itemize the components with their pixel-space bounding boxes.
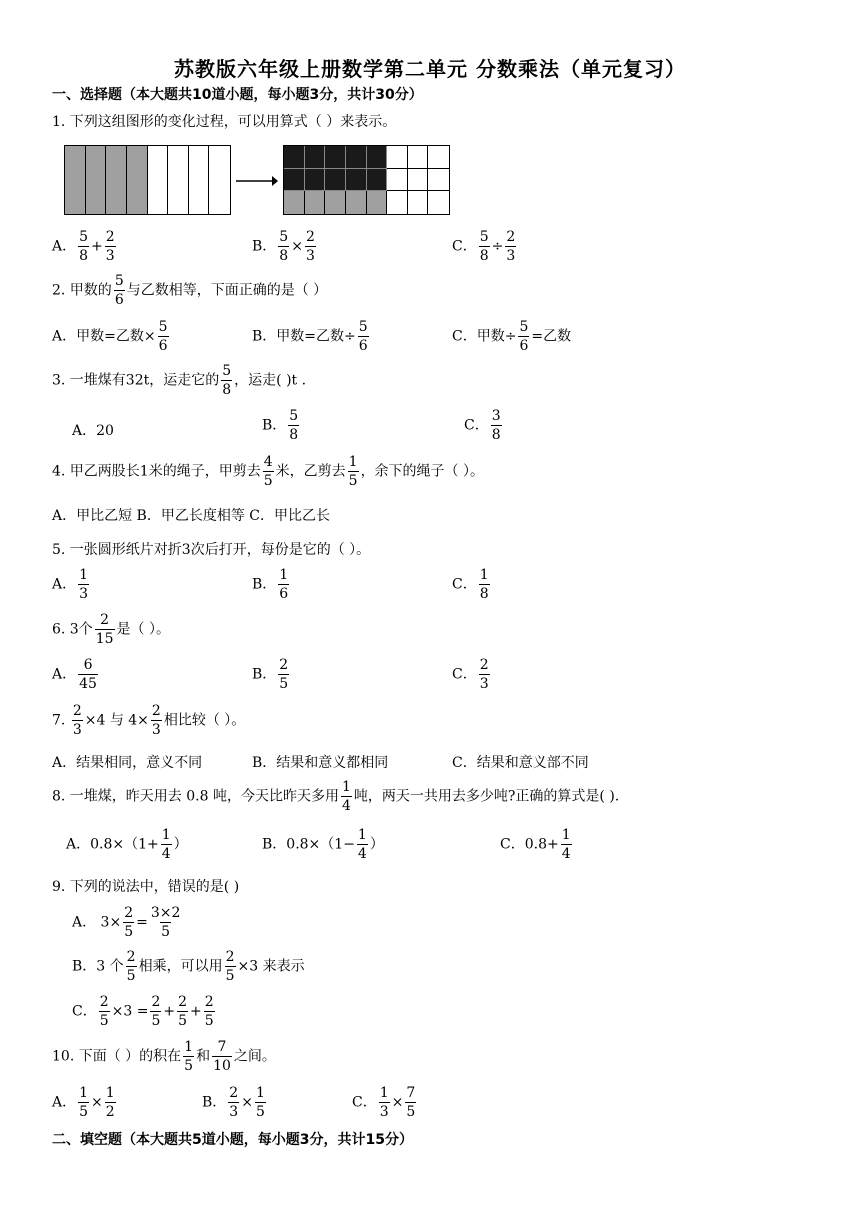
figure-bar-column xyxy=(148,146,169,214)
figure-grid-cell xyxy=(284,169,305,192)
figure-grid-after xyxy=(283,145,450,215)
fraction: $\frac{2}{3}$ xyxy=(151,703,161,738)
fraction: $\frac{1}{5}$ xyxy=(348,454,358,489)
q6-option-c[interactable]: C． $\frac{2}{3}$ xyxy=(452,657,489,692)
q10-option-c[interactable]: C． $\frac{1}{3}$ × $\frac{7}{5}$ xyxy=(352,1085,416,1120)
figure-grid-cell xyxy=(387,146,408,169)
fraction: $\frac{5}{6}$ xyxy=(519,319,529,354)
figure-grid-cell xyxy=(387,191,408,214)
q9-option-a[interactable]: A． 3× $\frac{2}{5}$ = $\frac{3\times 2}{5}$ xyxy=(72,905,181,940)
fraction: $\frac{2}{15}$ xyxy=(95,612,114,647)
q9-option-b[interactable]: B．3 个 $\frac{2}{5}$ 相乘，可以用 $\frac{2}{5}$ ×3 来表示 xyxy=(72,949,305,984)
q3-option-a[interactable]: A．20 xyxy=(72,423,114,439)
fraction: $\frac{4}{5}$ xyxy=(263,454,273,489)
figure-bar-column xyxy=(106,146,127,214)
figure-grid-cell xyxy=(305,169,326,192)
figure-bar-column xyxy=(168,146,189,214)
figure-grid-cell xyxy=(305,191,326,214)
fraction: $\frac{2}{5}$ xyxy=(204,994,214,1029)
fraction: $\frac{2}{5}$ xyxy=(225,949,235,984)
figure-grid-cell xyxy=(367,146,388,169)
question-8-stem: 8. 一堆煤，昨天用去 0.8 吨，今天比昨天多用 $\frac{1}{4}$ 吨，两天一共用去多少吨?正确的算式是( ). xyxy=(52,779,620,814)
q1-option-c[interactable] xyxy=(452,230,518,263)
figure-grid-cell xyxy=(346,146,367,169)
q2-option-a[interactable]: A．甲数=乙数× $\frac{5}{6}$ xyxy=(52,319,168,354)
q5-option-a[interactable]: A． $\frac{1}{3}$ xyxy=(52,567,89,602)
fraction: $\frac{2}{3}$ xyxy=(229,1085,239,1120)
figure-bar-column xyxy=(86,146,107,214)
figure-grid-cell xyxy=(428,169,449,192)
question-2-stem: 2. 甲数的 $\frac{5}{6}$ 与乙数相等，下面正确的是（ ） xyxy=(52,273,328,308)
fraction: $\frac{2}{3}$ xyxy=(506,229,516,264)
fraction: $\frac{1}{4}$ xyxy=(161,827,171,862)
fraction: $\frac{5}{8}$ xyxy=(79,229,89,264)
figure-grid-cell xyxy=(408,169,429,192)
figure-bar-column xyxy=(189,146,210,214)
figure-grid-cell xyxy=(367,169,388,192)
fraction: $\frac{2}{3}$ xyxy=(479,657,489,692)
q8-option-c[interactable]: C．0.8+ $\frac{1}{4}$ xyxy=(500,827,571,862)
fraction: $\frac{5}{8}$ xyxy=(289,408,299,443)
q10-option-b[interactable]: B． $\frac{2}{3}$ × $\frac{1}{5}$ xyxy=(202,1085,265,1120)
q2-option-b[interactable]: B．甲数=乙数÷ $\frac{5}{6}$ xyxy=(252,319,368,354)
question-6-stem: 6. 3个 $\frac{2}{15}$ 是（ ）。 xyxy=(52,612,170,647)
fraction: $\frac{2}{5}$ xyxy=(99,994,109,1029)
q3-option-b[interactable]: B． $\frac{5}{8}$ xyxy=(262,408,299,443)
fraction: $\frac{3\times 2}{5}$ xyxy=(150,905,181,940)
transform-arrow-icon xyxy=(236,175,278,187)
fraction: $\frac{5}{8}$ xyxy=(479,229,489,264)
figure-grid-cell xyxy=(305,146,326,169)
q1-option-b[interactable] xyxy=(252,230,318,263)
fraction: $\frac{1}{4}$ xyxy=(357,827,367,862)
option-label: B． xyxy=(252,238,277,255)
fraction: $\frac{5}{6}$ xyxy=(358,319,368,354)
question-1-stem: 1. 下列这组图形的变化过程，可以用算式（ ）来表示。 xyxy=(52,114,397,130)
section-header-fill-blank: 二、填空题（本大题共5道小题，每小题3分，共计15分） xyxy=(52,1132,413,1148)
fraction: $\frac{1}{4}$ xyxy=(341,779,351,814)
question-5-stem: 5. 一张圆形纸片对折3次后打开，每份是它的（ ）。 xyxy=(52,542,371,558)
question-9-stem: 9. 下列的说法中，错误的是( ) xyxy=(52,879,240,895)
question-7-stem: 7. $\frac{2}{3}$ ×4 与 4× $\frac{2}{3}$ 相比较（ ）。 xyxy=(52,703,246,738)
fraction: $\frac{2}{3}$ xyxy=(305,229,315,264)
figure-grid-cell xyxy=(387,169,408,192)
figure-grid-cell xyxy=(428,146,449,169)
option-label: C． xyxy=(452,238,477,255)
fraction: $\frac{1}{5}$ xyxy=(79,1085,89,1120)
q6-option-a[interactable]: A． $\frac{6}{45}$ xyxy=(52,657,97,692)
fraction: $\frac{5}{8}$ xyxy=(279,229,289,264)
figure-grid-cell xyxy=(346,169,367,192)
fraction: $\frac{2}{5}$ xyxy=(178,994,188,1029)
figure-grid-cell xyxy=(325,146,346,169)
figure-grid-cell xyxy=(408,191,429,214)
q7-option-c[interactable]: C．结果和意义部不同 xyxy=(452,755,589,771)
figure-bar-before xyxy=(64,145,231,215)
fraction: $\frac{1}{3}$ xyxy=(79,567,89,602)
fraction: $\frac{1}{6}$ xyxy=(279,567,289,602)
fraction: $\frac{1}{5}$ xyxy=(255,1085,265,1120)
fraction: $\frac{1}{8}$ xyxy=(479,567,489,602)
fraction: $\frac{2}{5}$ xyxy=(126,949,136,984)
fraction: $\frac{2}{5}$ xyxy=(151,994,161,1029)
fraction: $\frac{2}{5}$ xyxy=(279,657,289,692)
q7-option-a[interactable]: A．结果相同，意义不同 xyxy=(52,755,203,771)
fraction: $\frac{5}{8}$ xyxy=(222,363,232,398)
figure-bar-column xyxy=(209,146,230,214)
q5-option-b[interactable]: B． $\frac{1}{6}$ xyxy=(252,567,289,602)
operator: ÷ xyxy=(491,238,504,255)
q4-options[interactable]: A．甲比乙短 B．甲乙长度相等 C．甲比乙长 xyxy=(52,508,331,524)
fraction: $\frac{1}{3}$ xyxy=(379,1085,389,1120)
fraction: $\frac{2}{3}$ xyxy=(105,229,115,264)
fraction: $\frac{2}{5}$ xyxy=(124,905,134,940)
q2-option-c[interactable]: C．甲数÷ $\frac{5}{6}$ =乙数 xyxy=(452,319,572,354)
q7-option-b[interactable]: B．结果和意义都相同 xyxy=(252,755,389,771)
fraction: $\frac{2}{3}$ xyxy=(72,703,82,738)
question-4-stem: 4. 甲乙两股长1米的绳子，甲剪去 $\frac{4}{5}$ 米，乙剪去 $\frac{1}{5}$ ，余下的绳子（ ）。 xyxy=(52,454,485,489)
fraction: $\frac{7}{10}$ xyxy=(213,1039,231,1074)
figure-grid-cell xyxy=(428,191,449,214)
figure-grid-cell xyxy=(367,191,388,214)
figure-grid-cell xyxy=(284,146,305,169)
fraction: $\frac{1}{2}$ xyxy=(105,1085,115,1120)
q8-option-b[interactable]: B．0.8×（1− $\frac{1}{4}$ ） xyxy=(262,827,384,862)
q8-option-a[interactable]: A．0.8×（1+ $\frac{1}{4}$ ） xyxy=(66,827,188,862)
figure-grid-cell xyxy=(325,191,346,214)
figure-grid-cell xyxy=(408,146,429,169)
q5-option-c[interactable]: C． $\frac{1}{8}$ xyxy=(452,567,489,602)
figure-grid-cell xyxy=(284,191,305,214)
q6-option-b[interactable]: B． $\frac{2}{5}$ xyxy=(252,657,289,692)
option-label: A． xyxy=(52,238,77,255)
operator: × xyxy=(291,238,303,255)
figure-bar-column xyxy=(127,146,148,214)
figure-bar-column xyxy=(65,146,86,214)
q9-option-c[interactable]: C． $\frac{2}{5}$ ×3 = $\frac{2}{5}$ + $\frac{2}{5}$ + $\frac{2}{5}$ xyxy=(72,994,214,1029)
fraction: $\frac{3}{8}$ xyxy=(491,408,501,443)
q1-option-a[interactable] xyxy=(52,230,118,263)
q3-option-c[interactable]: C． $\frac{3}{8}$ xyxy=(464,408,501,443)
fraction: $\frac{5}{6}$ xyxy=(114,273,124,308)
fraction: $\frac{7}{5}$ xyxy=(406,1085,416,1120)
fraction: $\frac{5}{6}$ xyxy=(158,319,168,354)
figure-grid-cell xyxy=(346,191,367,214)
operator: + xyxy=(91,238,103,255)
section-header-choice: 一、选择题（本大题共10道小题，每小题3分，共计30分） xyxy=(52,87,423,103)
figure-grid-cell xyxy=(325,169,346,192)
q10-option-a[interactable]: A． $\frac{1}{5}$ × $\frac{1}{2}$ xyxy=(52,1085,115,1120)
question-10-stem: 10. 下面（ ）的积在 $\frac{1}{5}$ 和 $\frac{7}{10}$ 之间。 xyxy=(52,1039,276,1074)
fraction: $\frac{6}{45}$ xyxy=(79,657,97,692)
question-3-stem: 3. 一堆煤有32t，运走它的 $\frac{5}{8}$ ，运走( )t . xyxy=(52,363,307,398)
fraction: $\frac{1}{4}$ xyxy=(561,827,571,862)
fraction: $\frac{1}{5}$ xyxy=(184,1039,194,1074)
page-title: 苏教版六年级上册数学第二单元 分数乘法（单元复习） xyxy=(174,57,686,81)
